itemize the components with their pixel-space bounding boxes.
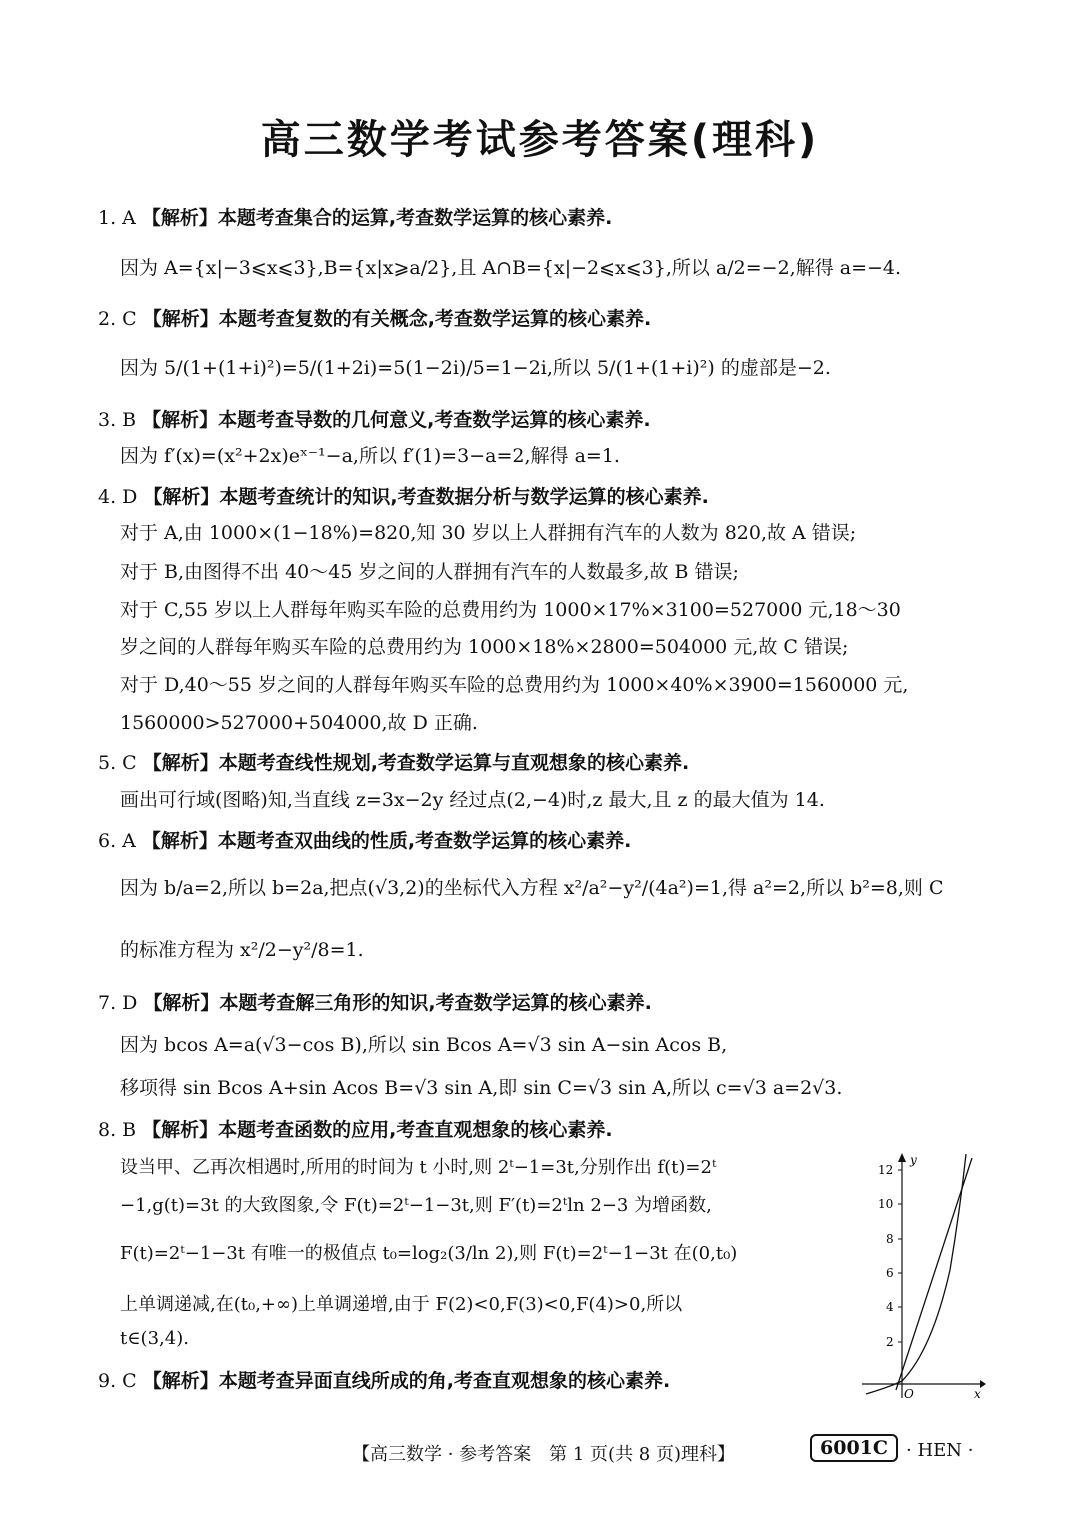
question-5-header [98,748,689,775]
question-number: 8. B [98,1119,137,1141]
question-9-header [98,1366,670,1393]
answer-line: 的标准方程为 x²/2−y²/8=1. [120,939,364,961]
answer-line: 岁之间的人群每年购买车险的总费用约为 1000×18%×2800=504000 元,故 C 错误; [120,636,849,658]
answer-line: F(t)=2ᵗ−1−3t 有唯一的极值点 t₀=log₂(3/ln 2),则 F(t)=2ᵗ−1−3t 在(0,t₀) [120,1243,738,1264]
page-title: 高三数学考试参考答案(理科) [260,117,820,163]
footer-tag: · HEN · [906,1440,974,1461]
question-number: 1. A [98,207,136,229]
answer-line: −1,g(t)=3t 的大致图象,令 F(t)=2ᵗ−1−3t,则 F′(t)=2ᵗln 2−3 为增函数, [120,1195,712,1216]
origin-label: O [904,1387,914,1400]
question-number: 9. C [98,1370,137,1392]
answer-line: 对于 C,55 岁以上人群每年购买车险的总费用约为 1000×17%×3100=527000 元,18～30 [120,599,901,621]
answer-line: 对于 D,40～55 岁之间的人群每年购买车险的总费用约为 1000×40%×3900=1560000 元, [120,674,909,696]
question-8-header [98,1115,613,1142]
answer-line: 因为 b/a=2,所以 b=2a,把点(√3,2)的坐标代入方程 x²/a²−y²/(4a²)=1,得 a²=2,所以 b²=8,则 C [120,877,944,899]
y-tick-label: 8 [886,1232,894,1246]
curve-f [866,1154,966,1394]
question-analysis: 【解析】本题考查复数的有关概念,考查数学运算的核心素养. [142,308,652,330]
answer-line: 上单调递减,在(t₀,+∞)上单调递增,由于 F(2)<0,F(3)<0,F(4)>0,所以 [120,1294,683,1315]
answer-line: 因为 bcos A=a(√3−cos B),所以 sin Bcos A=√3 sin A−sin Acos B, [120,1034,728,1056]
question-number: 5. C [98,752,137,774]
question-number: 3. B [98,409,137,431]
question-4-header [98,482,709,509]
answer-line: t∈(3,4). [120,1328,189,1349]
answer-line: 1560000>527000+504000,故 D 正确. [120,712,478,734]
question-6-header [98,826,631,853]
answer-line: 因为 5/(1+(1+i)²)=5/(1+2i)=5(1−2i)/5=1−2i,所以 5/(1+(1+i)²) 的虚部是−2. [120,357,831,379]
answer-line: 因为 f′(x)=(x²+2x)eˣ⁻¹−a,所以 f′(1)=3−a=2,解得 a=1. [120,445,620,467]
question-3-header [98,405,651,432]
y-tick-label: 2 [886,1335,894,1349]
question-analysis: 【解析】本题考查线性规划,考查数学运算与直观想象的核心素养. [142,752,690,774]
question-1-header [98,203,612,230]
question-analysis: 【解析】本题考查函数的应用,考查直观想象的核心素养. [142,1119,613,1141]
answer-line: 设当甲、乙再次相遇时,所用的时间为 t 小时,则 2ᵗ−1=3t,分别作出 f(t)=2ᵗ [120,1157,717,1178]
question-2-header [98,304,651,331]
y-tick-label: 12 [878,1163,894,1177]
question-number: 7. D [98,992,138,1014]
answer-line: 对于 B,由图得不出 40～45 岁之间的人群拥有汽车的人数最多,故 B 错误; [120,561,739,583]
question-7-header [98,988,652,1015]
answer-line: 对于 A,由 1000×(1−18%)=820,知 30 岁以上人群拥有汽车的人数为 820,故 A 错误; [120,522,857,544]
question-analysis: 【解析】本题考查解三角形的知识,考查数学运算的核心素养. [143,992,652,1014]
question-analysis: 【解析】本题考查集合的运算,考查数学运算的核心素养. [141,207,613,229]
question-number: 2. C [98,308,137,330]
question-analysis: 【解析】本题考查统计的知识,考查数据分析与数学运算的核心素养. [143,486,709,508]
question-analysis: 【解析】本题考查异面直线所成的角,考查直观想象的核心素养. [142,1370,671,1392]
question-number: 6. A [98,830,136,852]
line-g [896,1158,972,1390]
x-axis-label: x [974,1387,981,1400]
answer-line: 画出可行域(图略)知,当直线 z=3x−2y 经过点(2,−4)时,z 最大,且 z 的最大值为 14. [120,789,825,811]
question-analysis: 【解析】本题考查双曲线的性质,考查数学运算的核心素养. [141,830,632,852]
y-axis-arrow [898,1153,906,1162]
answer-line: 移项得 sin Bcos A+sin Acos B=√3 sin A,即 sin C=√3 sin A,所以 c=√3 a=2√3. [120,1077,843,1099]
y-tick-label: 4 [886,1300,894,1314]
y-axis-label: y [910,1153,917,1167]
answer-line: 因为 A={x|−3⩽x⩽3},B={x|x⩾a/2},且 A∩B={x|−2⩽x⩽3},所以 a/2=−2,解得 a=−4. [120,257,902,279]
question-number: 4. D [98,486,138,508]
question-analysis: 【解析】本题考查导数的几何意义,考查数学运算的核心素养. [142,409,651,431]
function-graph [862,1150,986,1400]
y-tick-label: 10 [878,1197,894,1211]
exam-code-badge: 6001C [810,1434,898,1462]
x-axis-arrow [980,1380,986,1388]
y-tick-label: 6 [886,1266,894,1280]
footer-text: 【高三数学 · 参考答案 第 1 页(共 8 页)理科】 [352,1444,735,1465]
